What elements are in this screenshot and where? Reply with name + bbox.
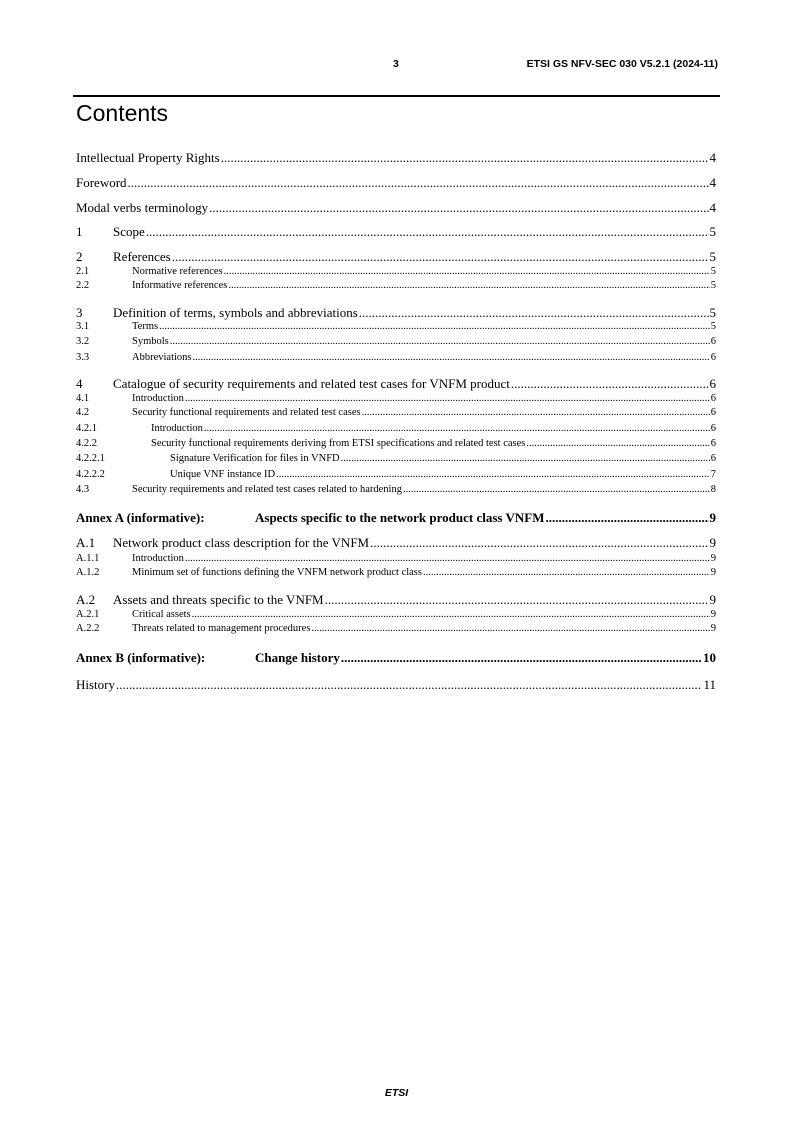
- toc-dot-leader: [276, 469, 710, 480]
- toc-entry-label: Definition of terms, symbols and abbreviations: [113, 305, 358, 320]
- toc-dot-leader: [403, 484, 710, 495]
- toc-entry-number: 3.3: [76, 352, 90, 363]
- toc-entry-label: Assets and threats specific to the VNFM: [113, 592, 324, 607]
- toc-entry[interactable]: [76, 321, 716, 334]
- toc-dot-leader: [146, 224, 709, 240]
- toc-entry-number: 4.1: [76, 393, 90, 404]
- toc-entry-label: Aspects specific to the network product class VNFM: [255, 510, 545, 525]
- toc-entry-page: 9: [710, 623, 716, 634]
- toc-entry-number: 3.2: [76, 336, 90, 347]
- toc-entry-number: 2.2: [76, 280, 90, 291]
- toc-entry[interactable]: [76, 224, 716, 240]
- toc-entry-page: 7: [710, 469, 716, 480]
- toc-entry-label: Minimum set of functions defining the VNFM network product class: [132, 567, 422, 578]
- toc-entry[interactable]: [76, 623, 716, 636]
- toc-entry-number: A.1.1: [76, 553, 100, 564]
- toc-dot-leader: [170, 336, 710, 347]
- toc-entry[interactable]: [76, 305, 716, 321]
- toc-entry-label: Abbreviations: [132, 352, 192, 363]
- toc-entry-page: 9: [710, 609, 716, 620]
- toc-entry[interactable]: [76, 567, 716, 580]
- toc-entry-number: 2: [76, 249, 83, 264]
- toc-entry-label: Catalogue of security requirements and related test cases for VNFM product: [113, 376, 510, 391]
- toc-entry-label: Foreword: [76, 175, 127, 190]
- toc-dot-leader: [185, 553, 710, 564]
- toc-entry-number: 4.2.1: [76, 423, 97, 434]
- toc-entry[interactable]: [76, 484, 716, 497]
- toc-entry-label: Network product class description for the VNFM: [113, 535, 370, 550]
- toc-dot-leader: [362, 407, 710, 418]
- toc-dot-leader: [228, 280, 709, 291]
- toc-entry-page: 9: [709, 592, 716, 607]
- toc-entry-number: A.2.1: [76, 609, 100, 620]
- toc-entry-label: Normative references: [132, 266, 223, 277]
- toc-entry[interactable]: [76, 376, 716, 392]
- toc-entry-page: 5: [710, 321, 716, 332]
- toc-entry[interactable]: [76, 535, 716, 551]
- toc-entry[interactable]: [76, 336, 716, 349]
- page-number: 3: [393, 58, 399, 70]
- toc-dot-leader: [116, 677, 702, 693]
- toc-dot-leader: [341, 650, 702, 666]
- toc-entry-page: 6: [710, 393, 716, 404]
- toc-entry-number: A.2: [76, 592, 96, 607]
- toc-entry-label: Security functional requirements deriving from ETSI specifications and related test cases: [151, 438, 526, 449]
- toc-entry-page: 8: [710, 484, 716, 495]
- toc-entry-label: Unique VNF instance ID: [170, 469, 276, 480]
- toc-entry-page: 5: [710, 280, 716, 291]
- toc-entry-page: 5: [709, 249, 716, 264]
- toc-entry-label: Introduction: [132, 553, 184, 564]
- toc-entry[interactable]: [76, 407, 716, 420]
- toc-entry[interactable]: [76, 175, 716, 191]
- toc-dot-leader: [192, 609, 710, 620]
- toc-entry-label: Threats related to management procedures: [132, 623, 311, 634]
- toc-entry[interactable]: [76, 352, 716, 365]
- toc-entry-label: Symbols: [132, 336, 169, 347]
- document-id: ETSI GS NFV-SEC 030 V5.2.1 (2024-11): [526, 58, 718, 70]
- toc-entry-number: Annex A (informative):: [76, 510, 205, 525]
- toc-entry-number: 3: [76, 305, 83, 320]
- toc-entry-label: Informative references: [132, 280, 228, 291]
- page-title: Contents: [76, 100, 169, 126]
- toc-entry-label: Intellectual Property Rights: [76, 150, 220, 165]
- toc-entry-number: Annex B (informative):: [76, 650, 206, 665]
- toc-entry-label: References: [113, 249, 171, 264]
- toc-entry-page: 6: [710, 336, 716, 347]
- toc-dot-leader: [511, 376, 709, 392]
- toc-entry-label: History: [76, 677, 115, 692]
- header-rule: [73, 95, 720, 97]
- toc-entry[interactable]: [76, 592, 716, 608]
- toc-dot-leader: [159, 321, 710, 332]
- toc-entry-page: 4: [709, 150, 716, 165]
- toc-entry[interactable]: [76, 200, 716, 216]
- toc-entry-label: Introduction: [151, 423, 203, 434]
- toc-entry-page: 9: [710, 553, 716, 564]
- toc-entry-page: 9: [710, 567, 716, 578]
- toc-entry-label: Change history: [255, 650, 340, 665]
- toc-entry[interactable]: [76, 453, 716, 466]
- toc-dot-leader: [172, 249, 709, 265]
- toc-entry-label: Signature Verification for files in VNFD: [170, 453, 340, 464]
- toc-entry[interactable]: [76, 438, 716, 451]
- toc-entry-label: Security requirements and related test cases related to hardening: [132, 484, 402, 495]
- toc-entry-number: A.2.2: [76, 623, 100, 634]
- toc-entry-number: 4.2: [76, 407, 90, 418]
- toc-entry[interactable]: [76, 469, 716, 482]
- toc-entry-page: 9: [709, 535, 716, 550]
- toc-entry-number: 4.2.2.1: [76, 453, 105, 464]
- toc-entry-number: 1: [76, 224, 83, 239]
- toc-entry-page: 4: [709, 200, 716, 215]
- toc-dot-leader: [526, 438, 709, 449]
- toc-dot-leader: [325, 592, 709, 608]
- toc-dot-leader: [209, 200, 708, 216]
- toc-entry[interactable]: [76, 280, 716, 293]
- toc-entry[interactable]: [76, 553, 716, 566]
- toc-entry-page: 5: [709, 224, 716, 239]
- toc-entry[interactable]: [76, 510, 716, 526]
- toc-entry-page: 9: [709, 510, 716, 525]
- toc-dot-leader: [545, 510, 708, 526]
- toc-entry-label: Scope: [113, 224, 145, 239]
- toc-entry-page: 4: [709, 175, 716, 190]
- toc-entry-page: 6: [709, 376, 716, 391]
- toc-dot-leader: [311, 623, 709, 634]
- toc-entry-page: 5: [709, 305, 716, 320]
- footer-etsi: ETSI: [384, 1087, 409, 1099]
- toc-entry-page: 6: [710, 423, 716, 434]
- toc-entry-number: 4.2.2.2: [76, 469, 105, 480]
- toc-dot-leader: [359, 305, 709, 321]
- toc-dot-leader: [341, 453, 710, 464]
- toc-entry[interactable]: [76, 266, 716, 279]
- toc-entry-page: 6: [710, 453, 716, 464]
- toc-entry[interactable]: [76, 677, 716, 693]
- toc-entry-page: 6: [710, 352, 716, 363]
- toc-entry[interactable]: [76, 249, 716, 265]
- toc-entry-page: 6: [710, 438, 716, 449]
- toc-entry[interactable]: [76, 609, 716, 622]
- toc-entry[interactable]: [76, 650, 716, 666]
- toc-entry-number: 4.3: [76, 484, 90, 495]
- toc-entry-number: 4.2.2: [76, 438, 97, 449]
- toc-entry-page: 6: [710, 407, 716, 418]
- toc-dot-leader: [193, 352, 710, 363]
- toc-entry[interactable]: [76, 393, 716, 406]
- toc-dot-leader: [370, 535, 708, 551]
- toc-dot-leader: [224, 266, 710, 277]
- toc-entry-page: 10: [703, 650, 716, 665]
- toc-entry-label: Introduction: [132, 393, 184, 404]
- toc-dot-leader: [423, 567, 710, 578]
- toc-entry-label: Terms: [132, 321, 159, 332]
- toc-entry-number: 2.1: [76, 266, 90, 277]
- toc-entry-page: 11: [703, 677, 716, 692]
- toc-dot-leader: [204, 423, 710, 434]
- toc-entry-label: Modal verbs terminology: [76, 200, 209, 215]
- toc-entry-page: 5: [710, 266, 716, 277]
- toc-entry[interactable]: [76, 150, 716, 166]
- toc-entry-number: 4: [76, 376, 83, 391]
- toc-entry-label: Security functional requirements and related test cases: [132, 407, 361, 418]
- toc-entry-number: A.1: [76, 535, 96, 550]
- toc-entry-label: Critical assets: [132, 609, 191, 620]
- toc-dot-leader: [221, 150, 709, 166]
- toc-entry-number: A.1.2: [76, 567, 100, 578]
- toc-entry[interactable]: [76, 423, 716, 436]
- toc-dot-leader: [185, 393, 710, 404]
- toc-dot-leader: [128, 175, 709, 191]
- toc-entry-number: 3.1: [76, 321, 90, 332]
